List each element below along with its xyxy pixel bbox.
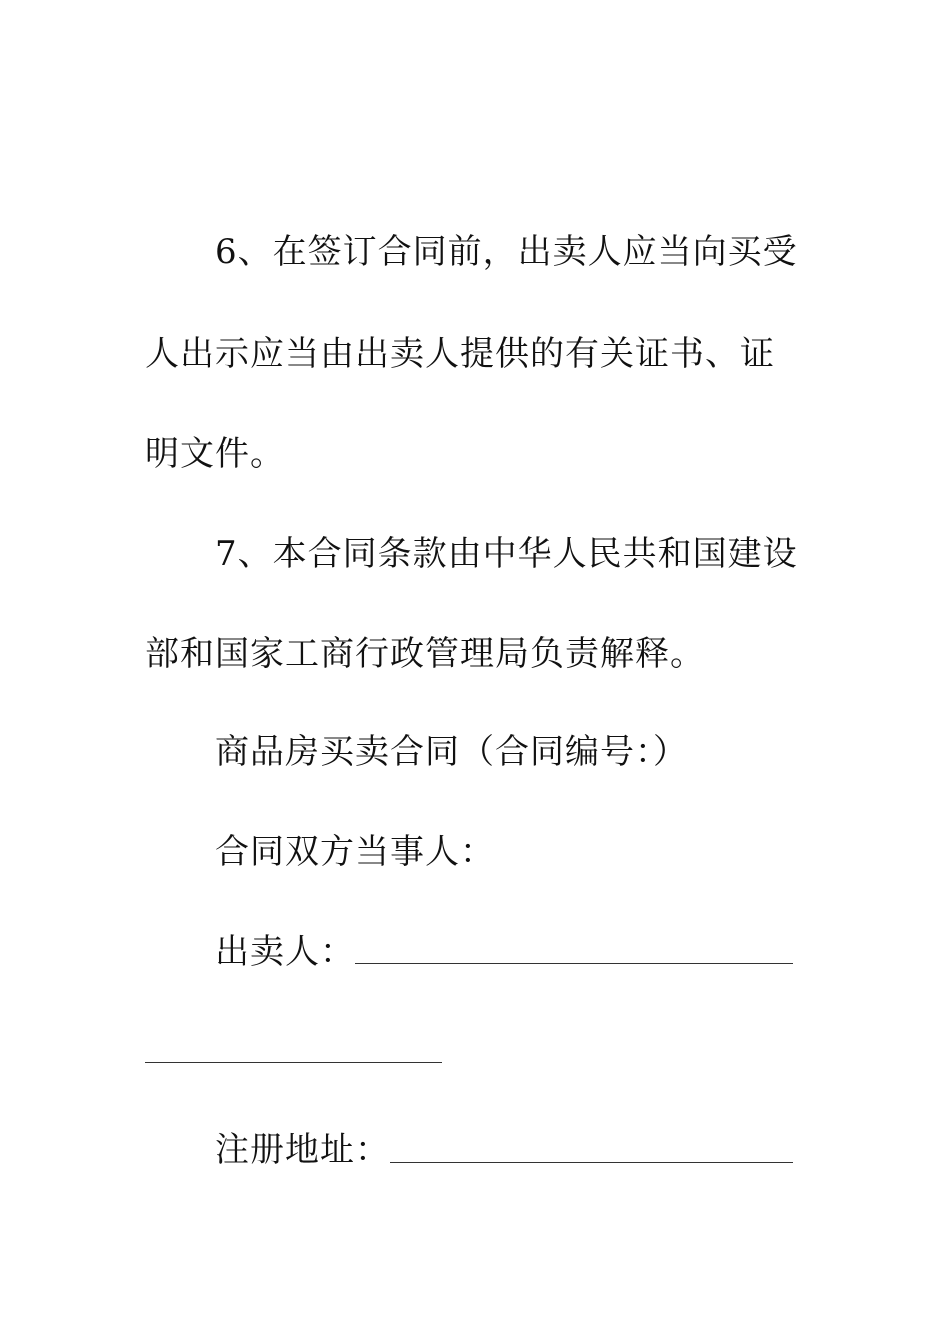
seller-label: 出卖人： — [215, 932, 355, 972]
clause-6-line-2: 人出示应当由出卖人提供的有关证书、证 — [145, 334, 775, 374]
parties-heading: 合同双方当事人： — [215, 832, 495, 872]
contract-title: 商品房买卖合同（合同编号：） — [215, 732, 688, 772]
clause-7-line-1: 7、本合同条款由中华人民共和国建设 — [215, 534, 798, 574]
address-blank-line — [390, 1162, 793, 1163]
clause-7-line-2: 部和国家工商行政管理局负责解释。 — [145, 634, 705, 674]
seller-blank-line — [355, 963, 793, 964]
address-label: 注册地址： — [215, 1130, 390, 1170]
clause-6-line-1: 6、在签订合同前，出卖人应当向买受 — [215, 232, 798, 272]
seller-blank-line-continued — [145, 1062, 442, 1063]
clause-6-line-3: 明文件。 — [145, 434, 285, 474]
